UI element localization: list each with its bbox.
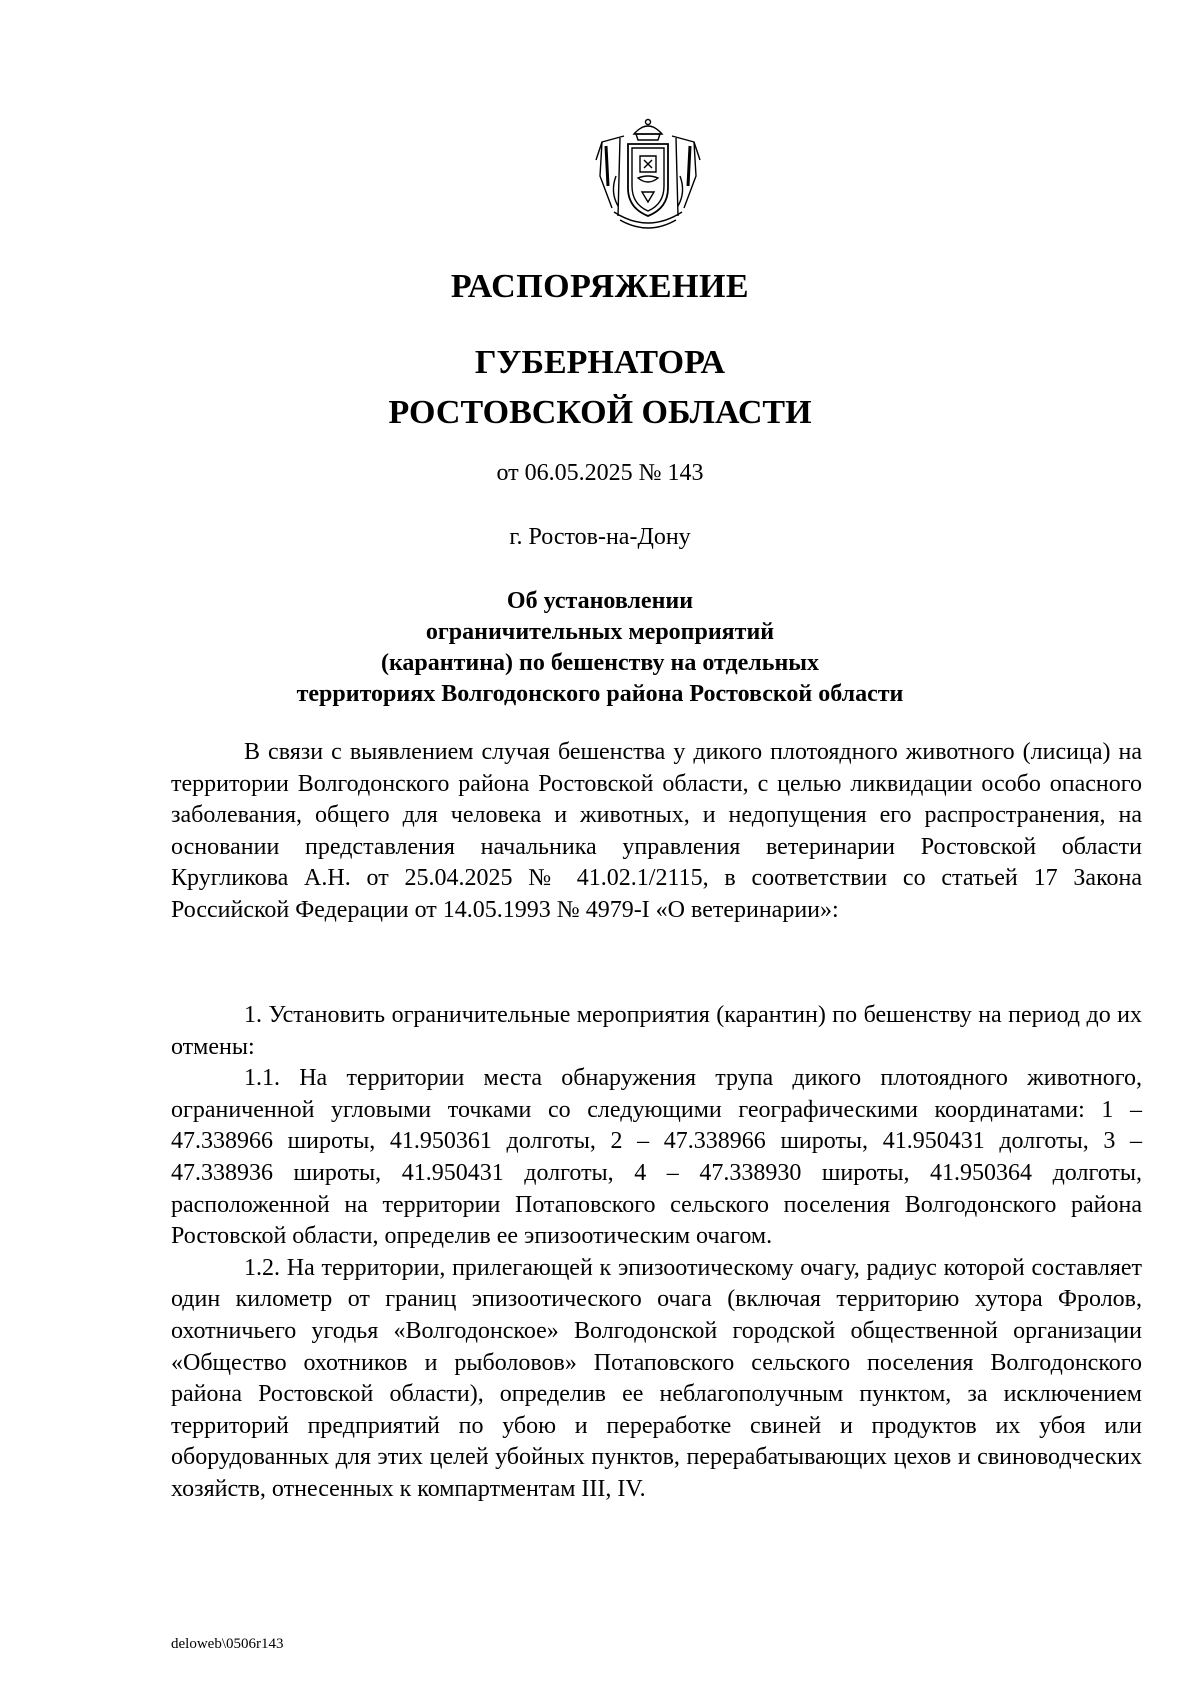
subject-line-2: ограничительных мероприятий (425, 619, 775, 645)
document-type: РАСПОРЯЖЕНИЕ (450, 268, 750, 305)
item-1-1-paragraph: 1.1. На территории места обнаружения трупа дикого плотоядного животного, ограниченной угловыми точками со следующими географическими координатами: 1 – 47.338966 широты, 41.950361 долготы, 2 – 47.338966 широты, 41.950431 долготы, 3 – 47.338936 широты, 41.950431 долготы, 4 – 47.338930 широты, 41.950364 долготы, расположенной на территории Потаповского сельского поселения Волгодонского района Ростовской области, определив ее эпизоотическим очагом. (171, 1065, 1142, 1250)
subject-line-3: (карантина) по бешенству на отдельных (380, 650, 820, 676)
issue-place: г. Ростов-на-Дону (509, 524, 691, 550)
subject-line-1: Об установлении (506, 588, 694, 614)
preamble-section (171, 737, 1142, 927)
coat-of-arms-icon (594, 116, 702, 236)
order-items-section (171, 1000, 1142, 1506)
preamble-paragraph: В связи с выявлением случая бешенства у дикого плотоядного животного (лисица) на территории Волгодонского района Ростовской области, с целью ликвидации особо опасного заболевания, общего для человека и животных, и недопущения его распространения, на основании представления начальника управления ветеринарии Ростовской области Кругликова А.Н. от 25.04.2025 № 41.02.1/2115, в соответствии со статьей 17 Закона Российской Федерации от 14.05.1993 № 4979-I «О ветеринарии»: (171, 739, 1142, 923)
file-code: deloweb\0506r143 (171, 1636, 284, 1652)
item-1-paragraph: 1. Установить ограничительные мероприятия (карантин) по бешенству на период до их отмены: (171, 1002, 1142, 1060)
authority-line-1: ГУБЕРНАТОРА (474, 344, 726, 381)
date-and-number: от 06.05.2025 № 143 (496, 460, 704, 486)
subject-line-4: территориях Волгодонского района Ростовской области (296, 681, 904, 707)
item-1-2-paragraph: 1.2. На территории, прилегающей к эпизоотическому очагу, радиус которой составляет один километр от границ эпизоотического очага (включая территорию хутора Фролов, охотничьего угодья «Волгодонское» Волгодонской городской общественной организации «Общество охотников и рыболовов» Потаповского сельского поселения Волгодонского района Ростовской области), определив ее неблагополучным пунктом, за исключением территорий предприятий по убою и переработке свиней и продуктов их убоя или оборудованных для этих целей убойных пунктов, перерабатывающих цехов и свиноводческих хозяйств, отнесенных к компартментам III, IV. (171, 1254, 1142, 1502)
document-subject (0, 586, 1200, 710)
issuing-authority (0, 338, 1200, 438)
authority-line-2: РОСТОВСКОЙ ОБЛАСТИ (388, 394, 812, 431)
